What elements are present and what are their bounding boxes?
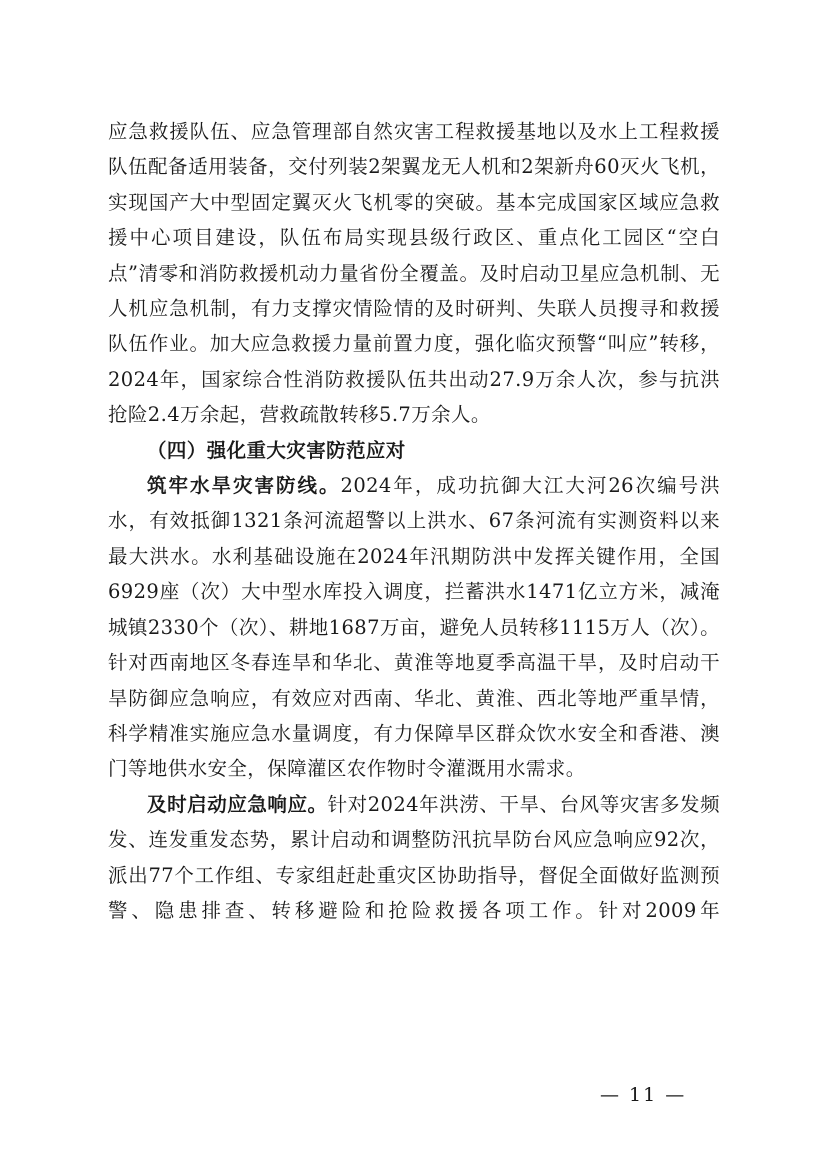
paragraph-lead-flood-drought: 筑牢水旱灾害防线。 — [147, 474, 341, 498]
body-paragraph-emergency-response — [108, 787, 720, 929]
paragraph-text-flood-drought: 2024年，成功抗御大江大河26次编号洪水，有效抵御1321条河流超警以上洪水、67条河流有实测资料以来最大洪水。水利基础设施在2024年汛期防洪中发挥关键作用，全国6929座（次）大中型水库投入调度，拦蓄洪水1471亿立方米，减淹城镇2330个（次）、耕地1687万亩，避免人员转移1115万人（次）。针对西南地区冬春连旱和华北、黄淮等地夏季高温干旱，及时启动干旱防御应急响应，有效应对西南、华北、黄淮、西北等地严重旱情，科学精准实施应急水量调度，有力保障旱区群众饮水安全和香港、澳门等地供水安全，保障灌区农作物时令灌溉用水需求。 — [108, 474, 720, 781]
paragraph-text-emergency-response: 针对2024年洪涝、干旱、台风等灾害多发频发、连发重发态势，累计启动和调整防汛抗旱防台风应急响应92次，派出77个工作组、专家组赶赴重灾区协助指导，督促全面做好监测预警、隐患排查、转移避险和抢险救援各项工作。针对2009年 — [108, 792, 720, 922]
section-heading: （四）强化重大灾害防范应对 — [147, 438, 406, 462]
page-number: — 11 — — [600, 1084, 687, 1106]
page-body — [108, 114, 720, 928]
paragraph-lead-emergency-response: 及时启动应急响应。 — [147, 792, 328, 816]
body-paragraph-flood-drought — [108, 468, 720, 787]
body-paragraph-continued: 应急救援队伍、应急管理部自然灾害工程救援基地以及水上工程救援队伍配备适用装备，交付列装2架翼龙无人机和2架新舟60灭火飞机，实现国产大中型固定翼灭火飞机零的突破。基本完成国家区域应急救援中心项目建设，队伍布局实现县级行政区、重点化工园区“空白点”清零和消防救援机动力量省份全覆盖。及时启动卫星应急机制、无人机应急机制，有力支撑灾情险情的及时研判、失联人员搜寻和救援队伍作业。加大应急救援力量前置力度，强化临灾预警“叫应”转移，2024年，国家综合性消防救援队伍共出动27.9万余人次，参与抗洪抢险2.4万余起，营救疏散转移5.7万余人。 — [108, 120, 720, 427]
